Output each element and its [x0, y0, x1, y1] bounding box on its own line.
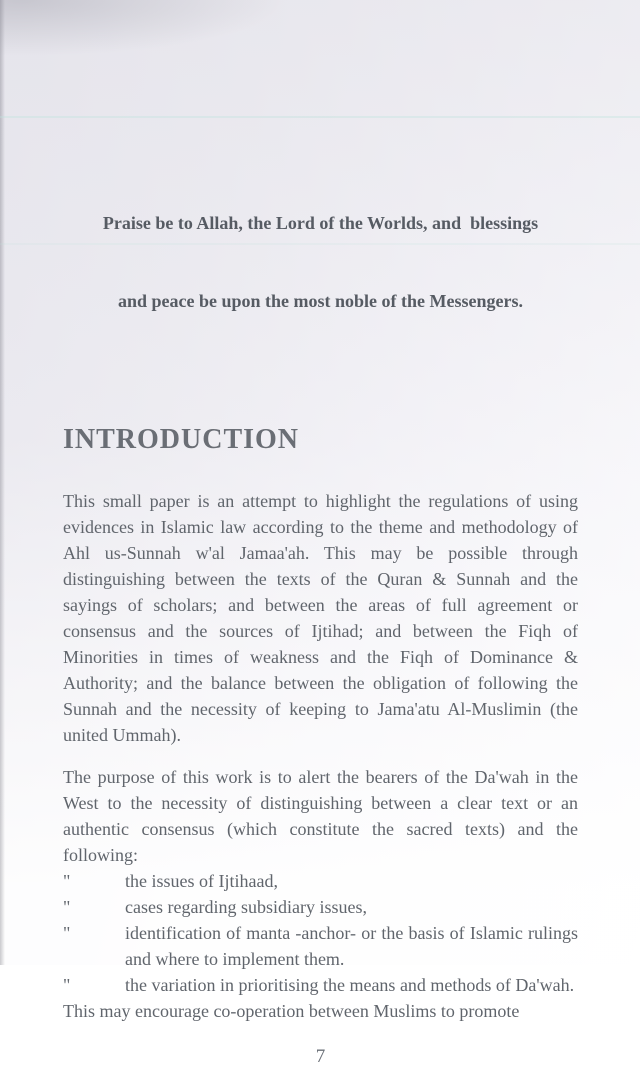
- page-number: 7: [315, 1046, 326, 1067]
- list-item: [63, 868, 578, 894]
- page-title: INTRODUCTION: [63, 424, 300, 455]
- list-item: [63, 894, 578, 920]
- closing-line: This may encourage co-operation between Muslims to promote: [63, 1001, 520, 1021]
- list-item: [63, 920, 578, 972]
- blessing-line-1: Praise be to Allah, the Lord of the Worlds, and blessings: [102, 213, 539, 233]
- paragraph-2: The purpose of this work is to alert the bearers of the Da'wah in the West to the necessity of distinguishing between a clear text or an authentic consensus (which constitute the sacred texts) and the following:: [63, 767, 578, 865]
- quote-bullet: ": [63, 871, 71, 891]
- blessing-header: [63, 158, 578, 366]
- blessing-line-2: and peace be upon the most noble of the Messengers.: [118, 291, 523, 311]
- quote-bullet: ": [63, 923, 71, 943]
- list-item-text: the issues of Ijtihaad,: [125, 871, 278, 891]
- list-item-text: identification of manta -anchor- or the basis of Islamic rulings and where to implement them.: [125, 923, 578, 969]
- quote-bullet: ": [63, 897, 71, 917]
- list-item: [63, 972, 578, 998]
- list-item-text: cases regarding subsidiary issues,: [125, 897, 367, 917]
- paragraph-1: This small paper is an attempt to highlight the regulations of using evidences in Islamic law according to the theme and methodology of Ahl us-Sunnah w'al Jamaa'ah. This may be possible through distinguishing between the texts of the Quran & Sunnah and the sayings of scholars; and between the areas of full agreement or consensus and the sources of Ijtihad; and between the Fiqh of Minorities in times of weakness and the Fiqh of Dominance & Authority; and the balance between the obligation of following the Sunnah and the necessity of keeping to Jama'atu Al-Muslimin (the united Ummah).: [63, 491, 578, 745]
- quote-bullet: ": [63, 975, 71, 995]
- bullet-list: [63, 868, 578, 998]
- list-item-text: the variation in prioritising the means and methods of Da'wah.: [125, 975, 575, 995]
